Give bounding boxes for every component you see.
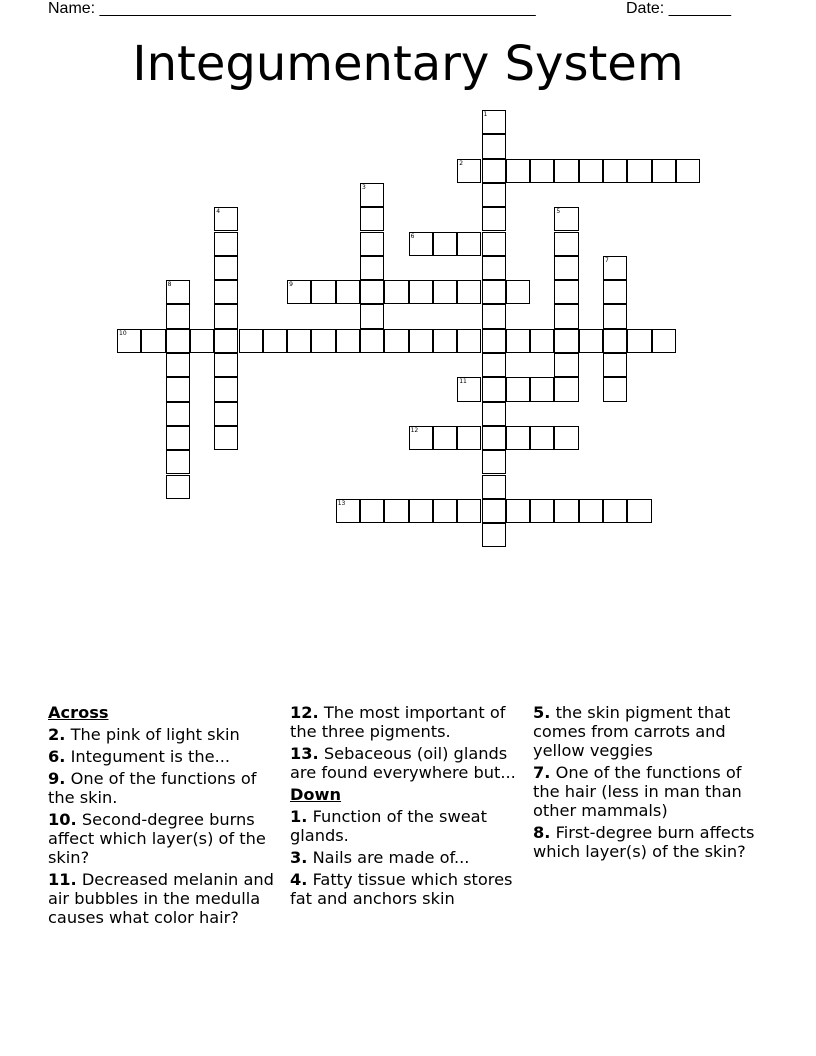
crossword-cell[interactable] (214, 353, 238, 377)
clue-number-label: 4 (216, 208, 221, 216)
crossword-cell[interactable] (652, 159, 676, 183)
down-clue: 3. Nails are made of... (290, 848, 470, 867)
crossword-cell[interactable] (360, 207, 384, 231)
crossword-cell[interactable] (457, 377, 481, 401)
clue-number-label: 9 (289, 281, 293, 289)
crossword-cell[interactable] (166, 377, 190, 401)
crossword-cell[interactable] (214, 402, 238, 426)
clue-number-label: 5 (556, 208, 561, 216)
clue-number-label: 7 (605, 256, 609, 264)
crossword-cell[interactable] (482, 523, 506, 547)
crossword-cell[interactable] (117, 329, 141, 353)
crossword-cell[interactable] (166, 402, 190, 426)
crossword-cell[interactable] (482, 256, 506, 280)
crossword-cell[interactable] (409, 280, 433, 304)
crossword-cell[interactable] (603, 377, 627, 401)
crossword-cell[interactable] (433, 426, 457, 450)
crossword-cell[interactable] (554, 377, 578, 401)
down-heading: Down (290, 785, 342, 804)
crossword-cell[interactable] (214, 377, 238, 401)
crossword-cell[interactable] (554, 426, 578, 450)
across-heading: Across (48, 703, 109, 722)
crossword-cell[interactable] (554, 280, 578, 304)
crossword-cell[interactable] (433, 499, 457, 523)
crossword-cell[interactable] (482, 475, 506, 499)
crossword-cell[interactable] (311, 280, 335, 304)
crossword-cell[interactable] (409, 426, 433, 450)
down-clue: 8. First-degree burn affects which layer(s) of the skin? (533, 823, 755, 861)
crossword-cell[interactable] (554, 207, 578, 231)
crossword-cell[interactable] (384, 329, 408, 353)
crossword-cell[interactable] (214, 329, 238, 353)
crossword-cell[interactable] (579, 159, 603, 183)
crossword-cell[interactable] (263, 329, 287, 353)
crossword-cell[interactable] (384, 280, 408, 304)
crossword-cell[interactable] (482, 499, 506, 523)
down-clue: 5. the skin pigment that comes from carrots and yellow veggies (533, 703, 731, 760)
crossword-cell[interactable] (482, 232, 506, 256)
crossword-cell[interactable] (166, 426, 190, 450)
crossword-cell[interactable] (627, 159, 651, 183)
crossword-cell[interactable] (457, 329, 481, 353)
clue-number-label: 1 (483, 111, 488, 118)
clue-number-label: 6 (410, 232, 415, 240)
crossword-cell[interactable] (214, 280, 238, 304)
crossword-cell[interactable] (530, 329, 554, 353)
crossword-cell[interactable] (482, 134, 506, 158)
crossword-cell[interactable] (506, 426, 530, 450)
crossword-cell[interactable] (457, 159, 481, 183)
clue-number-label: 8 (167, 281, 172, 289)
clue-number-label: 2 (459, 159, 464, 167)
crossword-cell[interactable] (506, 377, 530, 401)
across-clue: 10. Second-degree burns affect which layer(s) of the skin? (48, 810, 266, 867)
clues-column-1 (48, 703, 276, 930)
down-clue: 1. Function of the sweat glands. (290, 807, 487, 845)
crossword-cell[interactable] (166, 280, 190, 304)
crossword-cell[interactable] (506, 159, 530, 183)
crossword-cell[interactable] (627, 329, 651, 353)
crossword-cell[interactable] (603, 280, 627, 304)
crossword-cell[interactable] (360, 329, 384, 353)
crossword-cell[interactable] (482, 110, 506, 134)
crossword-cell[interactable] (627, 499, 651, 523)
crossword-cell[interactable] (433, 232, 457, 256)
crossword-cell[interactable] (214, 426, 238, 450)
crossword-cell[interactable] (482, 329, 506, 353)
crossword-cell[interactable] (141, 329, 165, 353)
crossword-cell[interactable] (433, 280, 457, 304)
crossword-cell[interactable] (311, 329, 335, 353)
clue-number-label: 12 (410, 426, 419, 434)
crossword-cell[interactable] (166, 450, 190, 474)
across-clue: 12. The most important of the three pigments. (290, 703, 506, 741)
crossword-cell[interactable] (457, 280, 481, 304)
crossword-cell[interactable] (482, 402, 506, 426)
crossword-cell[interactable] (336, 329, 360, 353)
crossword-cell[interactable] (336, 499, 360, 523)
crossword-cell[interactable] (676, 159, 700, 183)
crossword-cell[interactable] (554, 159, 578, 183)
crossword-cell[interactable] (457, 426, 481, 450)
crossword-cell[interactable] (457, 232, 481, 256)
across-clue: 9. One of the functions of the skin. (48, 769, 257, 807)
crossword-cell[interactable] (482, 207, 506, 231)
crossword-cell[interactable] (409, 232, 433, 256)
clue-number-label: 13 (337, 499, 346, 507)
across-clue: 6. Integument is the... (48, 747, 231, 766)
crossword-cell[interactable] (554, 499, 578, 523)
crossword-cell[interactable] (482, 450, 506, 474)
crossword-cell[interactable] (603, 329, 627, 353)
clue-number-label: 10 (119, 329, 127, 337)
date-field-label: Date: _______ (626, 0, 731, 17)
crossword-cell[interactable] (482, 353, 506, 377)
crossword-cell[interactable] (360, 304, 384, 328)
crossword-cell[interactable] (652, 329, 676, 353)
crossword-cell[interactable] (360, 183, 384, 207)
crossword-cell[interactable] (214, 207, 238, 231)
crossword-cell[interactable] (214, 232, 238, 256)
crossword-cell[interactable] (287, 329, 311, 353)
crossword-cell[interactable] (482, 159, 506, 183)
across-clue: 11. Decreased melanin and air bubbles in the medulla causes what color hair? (48, 870, 274, 927)
crossword-cell[interactable] (360, 256, 384, 280)
crossword-cell[interactable] (554, 353, 578, 377)
crossword-cell[interactable] (603, 159, 627, 183)
crossword-cell[interactable] (360, 499, 384, 523)
clue-number-label: 11 (459, 378, 467, 386)
crossword-cell[interactable] (409, 499, 433, 523)
crossword-cell[interactable] (166, 304, 190, 328)
clue-number-label: 3 (362, 183, 366, 191)
crossword-cell[interactable] (530, 426, 554, 450)
crossword-cell[interactable] (482, 304, 506, 328)
crossword-cell[interactable] (457, 499, 481, 523)
crossword-cell[interactable] (530, 377, 554, 401)
crossword-cell[interactable] (482, 426, 506, 450)
crossword-cell[interactable] (530, 159, 554, 183)
crossword-cell[interactable] (214, 304, 238, 328)
crossword-cell[interactable] (287, 280, 311, 304)
crossword-cell[interactable] (506, 329, 530, 353)
crossword-cell[interactable] (214, 256, 238, 280)
crossword-cell[interactable] (409, 329, 433, 353)
crossword-cell[interactable] (554, 304, 578, 328)
crossword-cell[interactable] (554, 329, 578, 353)
crossword-cell[interactable] (506, 280, 530, 304)
across-clue: 13. Sebaceous (oil) glands are found everywhere but... (290, 744, 516, 782)
crossword-cell[interactable] (166, 475, 190, 499)
crossword-cell[interactable] (166, 353, 190, 377)
crossword-cell[interactable] (579, 329, 603, 353)
crossword-cell[interactable] (336, 280, 360, 304)
crossword-cell[interactable] (166, 329, 190, 353)
crossword-cell[interactable] (530, 499, 554, 523)
crossword-cell[interactable] (384, 499, 408, 523)
crossword-cell[interactable] (482, 280, 506, 304)
crossword-cell[interactable] (603, 304, 627, 328)
crossword-cell[interactable] (482, 377, 506, 401)
crossword-cell[interactable] (579, 499, 603, 523)
crossword-cell[interactable] (360, 280, 384, 304)
page-title: Integumentary System (132, 36, 684, 92)
crossword-cell[interactable] (190, 329, 214, 353)
crossword-cell[interactable] (554, 232, 578, 256)
clues-column-2 (290, 703, 518, 911)
across-clue: 2. The pink of light skin (48, 725, 240, 744)
down-clue: 7. One of the functions of the hair (less in man than other mammals) (533, 763, 742, 820)
down-clue: 4. Fatty tissue which stores fat and anchors skin (290, 870, 513, 908)
crossword-cell[interactable] (482, 183, 506, 207)
name-field-label: Name: _________________________________________________ (48, 0, 536, 17)
crossword-cell[interactable] (360, 232, 384, 256)
crossword-cell[interactable] (506, 499, 530, 523)
clues-column-3 (533, 703, 761, 864)
crossword-cell[interactable] (239, 329, 263, 353)
crossword-cell[interactable] (603, 499, 627, 523)
crossword-cell[interactable] (433, 329, 457, 353)
crossword-cell[interactable] (603, 353, 627, 377)
crossword-cell[interactable] (603, 256, 627, 280)
crossword-cell[interactable] (554, 256, 578, 280)
